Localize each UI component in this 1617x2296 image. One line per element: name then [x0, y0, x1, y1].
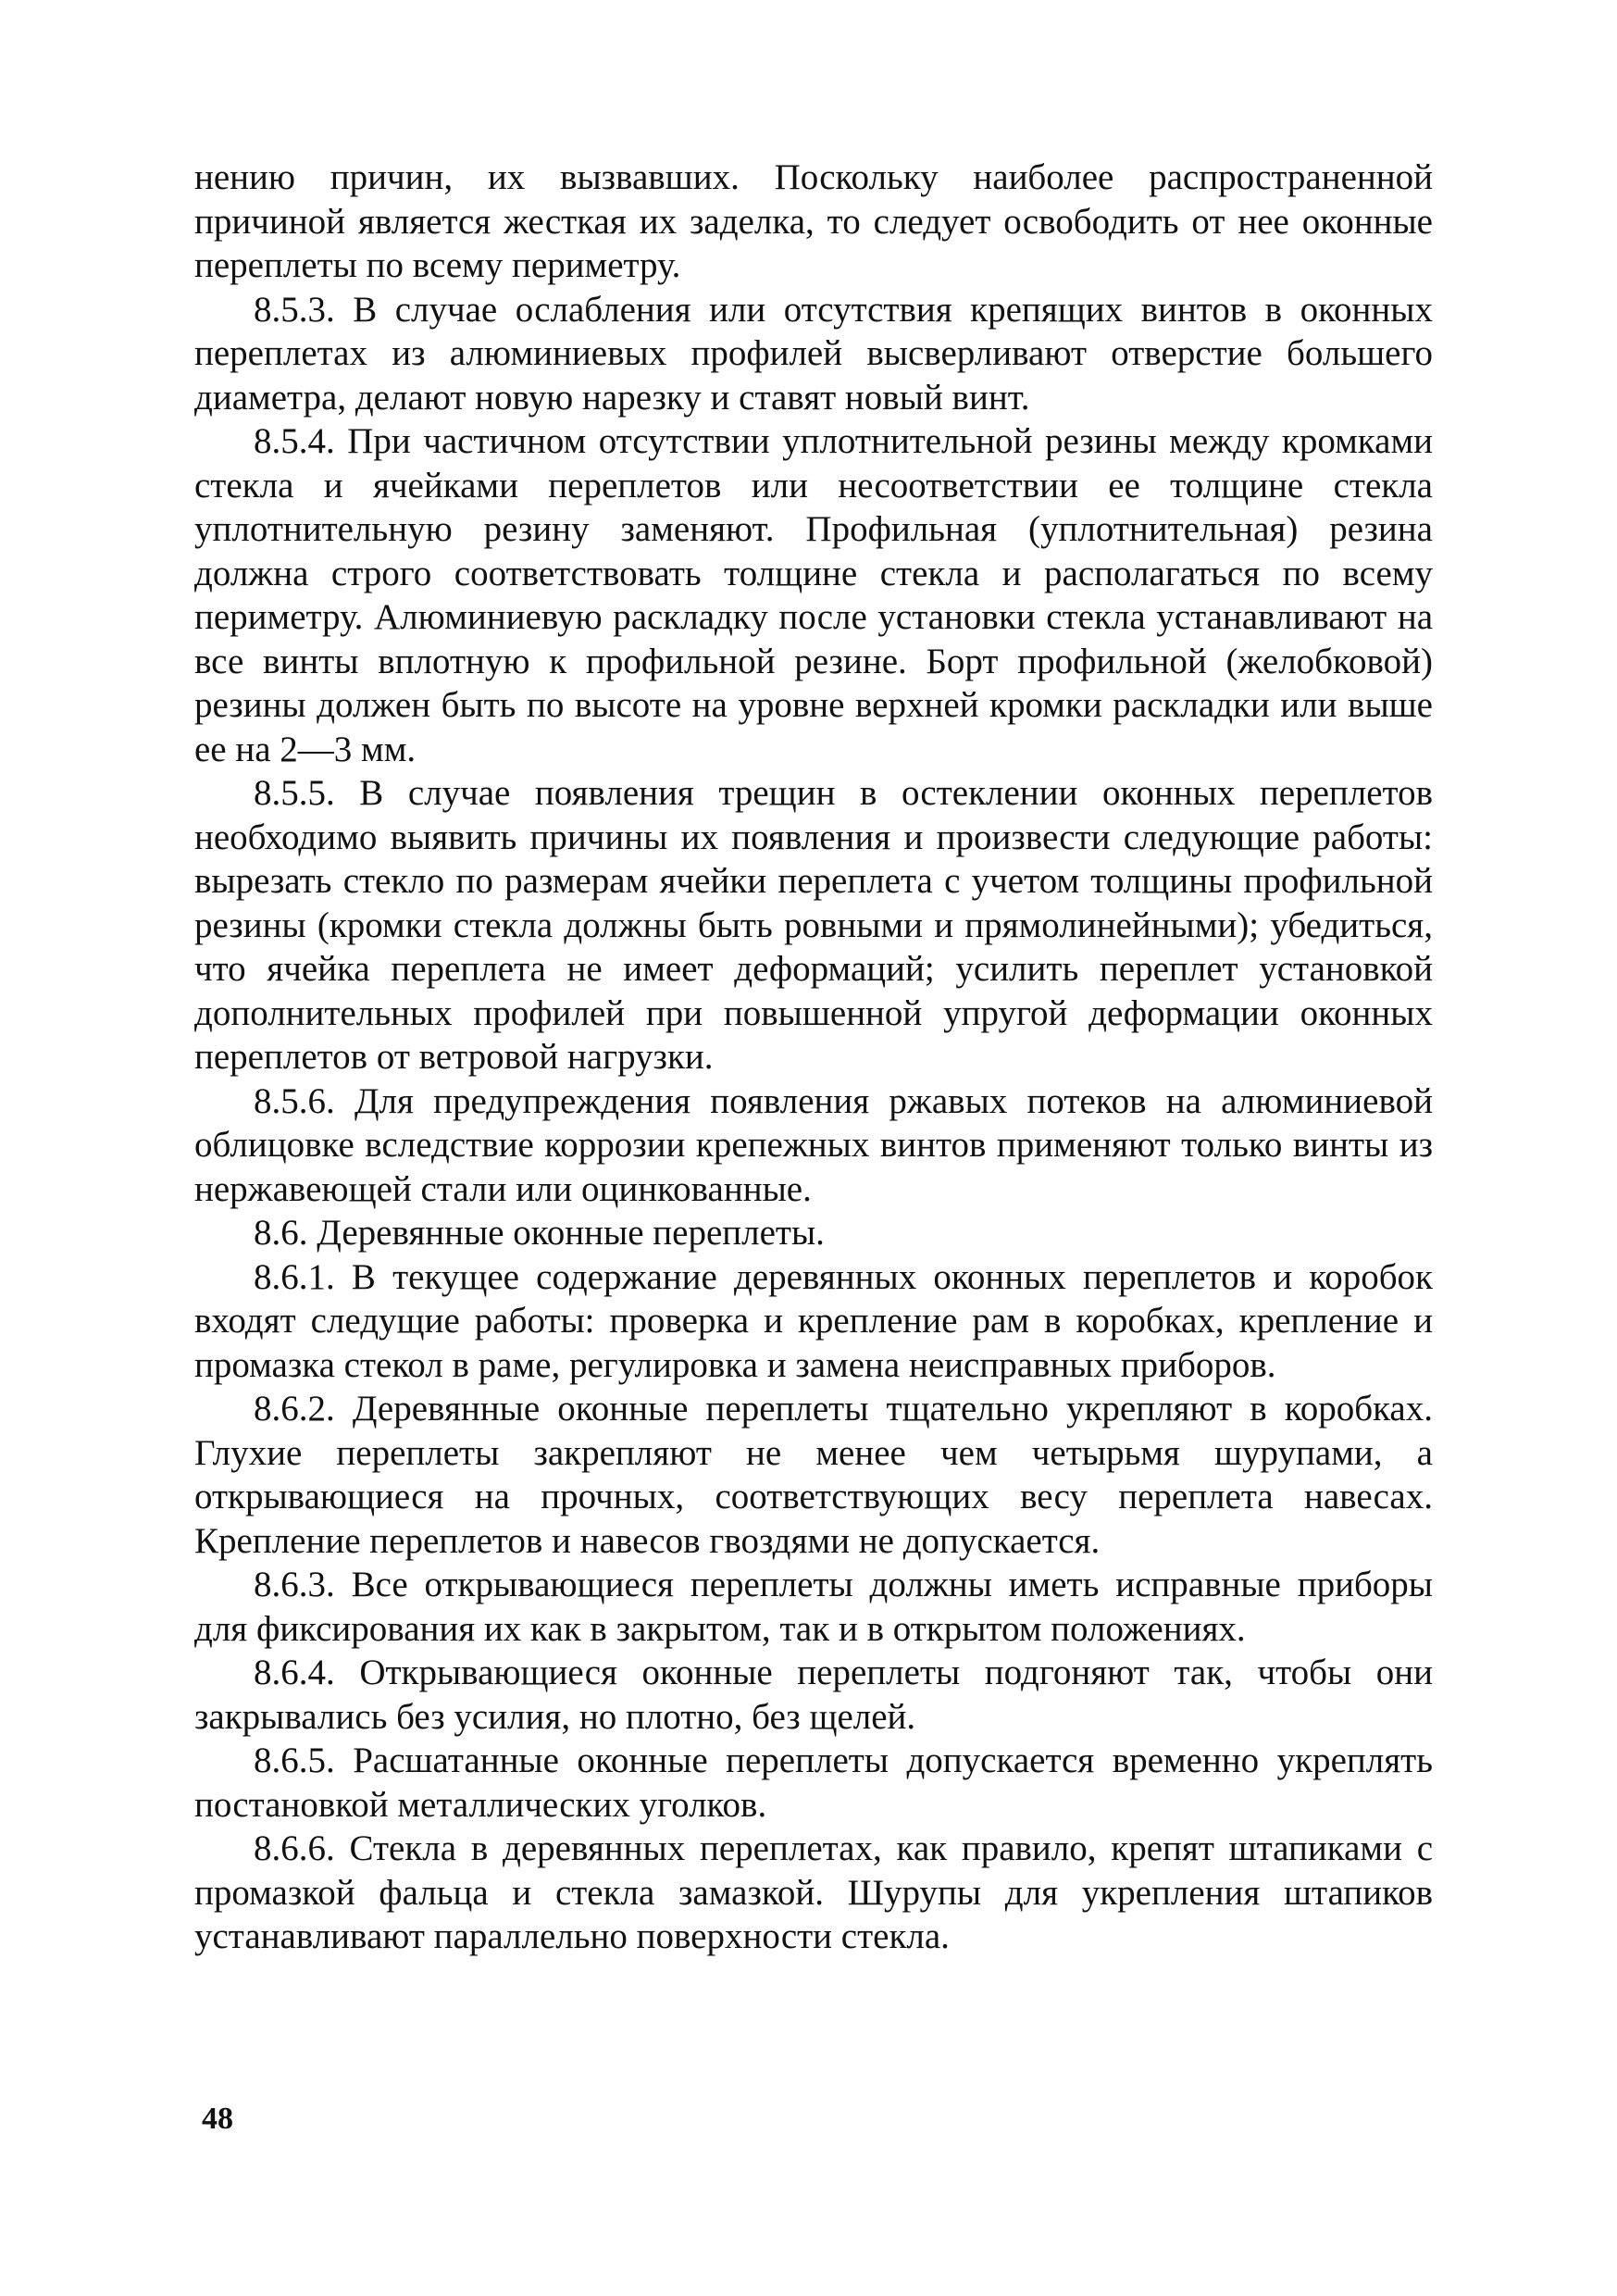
- paragraph-text: Расшатанные оконные переплеты допускается временно укреплять постановкой металлических уголков.: [194, 1741, 1433, 1825]
- clause-number: 8.5.3.: [254, 289, 335, 330]
- clause-number: 8.6.3.: [254, 1565, 335, 1604]
- paragraph-text: Открывающиеся оконные переплеты подгоняют так, чтобы они закрывались без усилия, но плотно, без щелей.: [194, 1653, 1433, 1737]
- document-page: [194, 156, 1433, 1959]
- section-8-6-heading: [194, 1211, 1433, 1255]
- paragraph-text: Деревянные оконные переплеты тщательно укрепляют в коробках. Глухие переплеты закрепляют не менее чем четырьмя шурупами, а открывающиеся на прочных, соответствующих весу переплета навесах. Крепление переплетов и навесов гвоздями не допускается.: [194, 1389, 1433, 1561]
- paragraph-text: нению причин, их вызвавших. Поскольку наиболее распространенной причиной является жесткая их заделка, то следует освободить от нее оконные переплеты по всему периметру.: [194, 157, 1433, 285]
- clause-number: 8.6.1.: [254, 1256, 335, 1297]
- paragraph-text: В случае появления трещин в остеклении оконных переплетов необходимо выявить причины их появления и произвести следующие работы: вырезать стекло по размерам ячейки переплета с учетом толщины профильной резины (кромки стекла должны быть ровными и прямолинейными); убедиться, что ячейка переплета не имеет деформаций; усилить переплет установкой дополнительных профилей при повышенной упругой деформации оконных переплетов от ветровой нагрузки.: [194, 773, 1433, 1077]
- clause-8-5-4: [194, 419, 1433, 771]
- clause-8-5-3: [194, 288, 1433, 420]
- clause-number: 8.5.4.: [254, 421, 335, 461]
- paragraph-text: Все открывающиеся переплеты должны иметь исправные приборы для фиксирования их как в закрытом, так и в открытом положениях.: [194, 1565, 1433, 1649]
- clause-8-6-5: [194, 1739, 1433, 1827]
- paragraph-text: Для предупреждения появления ржавых потеков на алюминиевой облицовке вследствие коррозии крепежных винтов применяют только винты из нержавеющей стали или оцинкованные.: [194, 1080, 1433, 1209]
- clause-8-6-3: [194, 1563, 1433, 1651]
- clause-number: 8.6.: [254, 1213, 308, 1253]
- clause-number: 8.6.6.: [254, 1828, 335, 1868]
- paragraph-text: В текущее содержание деревянных оконных переплетов и коробок входят следущие работы: проверка и крепление рам в коробках, крепление и промазка стекол в раме, регулировка и замена неисправных приборов.: [194, 1256, 1433, 1385]
- paragraph-text: В случае ослабления или отсутствия крепящих винтов в оконных переплетах из алюминиевых профилей высверливают отверстие большего диаметра, делают новую нарезку и ставят новый винт.: [194, 289, 1433, 418]
- clause-number: 8.5.5.: [254, 773, 335, 813]
- page-number: 48: [202, 2102, 233, 2136]
- clause-number: 8.6.4.: [254, 1653, 335, 1692]
- clause-8-6-6: [194, 1827, 1433, 1959]
- paragraph-text: При частичном отсутствии уплотнительной резины между кромками стекла и ячейками переплетов или несоответствии ее толщине стекла уплотнительную резину заменяют. Профильная (уплотнительная) резина должна строго соответствовать толщине стекла и располагаться по всему периметру. Алюминиевую раскладку после установки стекла устанавливают на все винты вплотную к профильной резине. Борт профильной (желобковой) резины должен быть по высоте на уровне верхней кромки раскладки или выше ее на 2—3 мм.: [194, 421, 1433, 769]
- clause-number: 8.6.5.: [254, 1741, 335, 1780]
- clause-8-6-4: [194, 1651, 1433, 1739]
- paragraph-text: Деревянные оконные переплеты.: [307, 1213, 825, 1253]
- clause-number: 8.6.2.: [254, 1389, 335, 1429]
- paragraph-continuation: [194, 156, 1433, 288]
- clause-8-6-2: [194, 1387, 1433, 1563]
- clause-8-5-6: [194, 1079, 1433, 1212]
- paragraph-text: Стекла в деревянных переплетах, как правило, крепят штапиками с промазкой фальца и стекла замазкой. Шурупы для укрепления штапиков устанавливают параллельно поверхности стекла.: [194, 1828, 1433, 1956]
- clause-8-5-5: [194, 771, 1433, 1079]
- clause-number: 8.5.6.: [254, 1080, 335, 1121]
- clause-8-6-1: [194, 1255, 1433, 1388]
